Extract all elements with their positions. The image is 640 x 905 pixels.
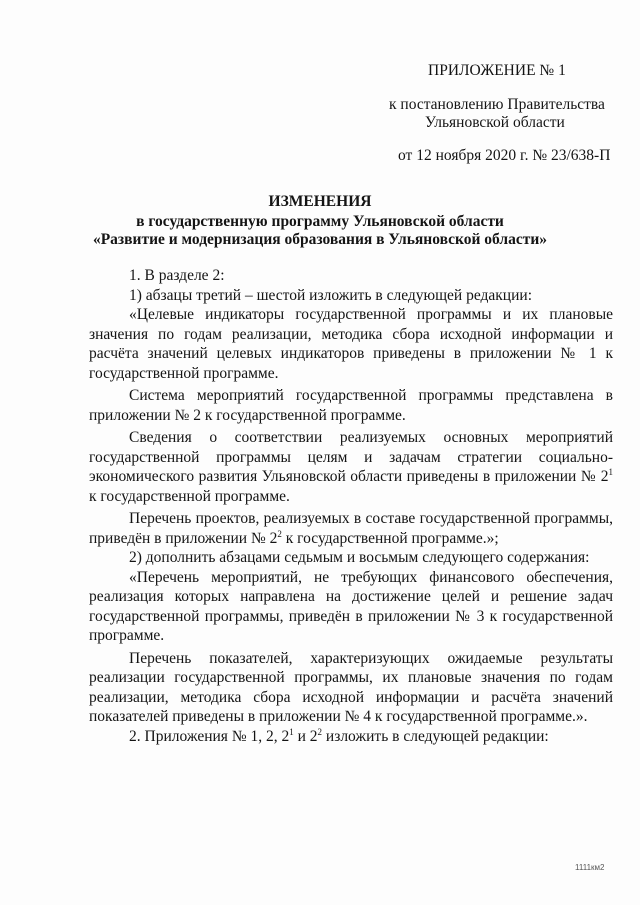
document-subtitle-line1: в государственную программу Ульяновской области	[136, 213, 504, 230]
paragraph-projects-list: Перечень проектов, реализуемых в составе государственной программы, приведён в приложении № $2^2$ к государственной программе.»;	[89, 510, 613, 547]
paragraph-indicators-list: Перечень показателей, характеризующих ожидаемые результаты реализации государственной программы, их плановые значения по годам реализации, методика сбора исходной информации и расчёта значений показателей приведены в приложении № 4 к государственной программе.».	[89, 649, 613, 725]
decree-reference-line1: к постановлению Правительства	[389, 96, 605, 113]
document-body	[89, 266, 613, 746]
paragraph-measures-no-funding: «Перечень мероприятий, не требующих финансового обеспечения, реализация которых направлена на достижение целей и решение задач государственной программы, приведён в приложении № 3 к государственной программе.	[89, 568, 613, 644]
paragraph-item-1: 1) абзацы третий – шестой изложить в следующей редакции:	[129, 286, 532, 304]
decree-reference-line2: Ульяновской области	[425, 114, 565, 131]
page-footer-code: 1111км2	[575, 863, 605, 872]
document-subtitle-line2: «Развитие и модернизация образования в Ульяновской области»	[92, 231, 548, 248]
appendix-heading: ПРИЛОЖЕНИЕ № 1	[428, 62, 566, 79]
paragraph-item-2: 2) дополнить абзацами седьмым и восьмым следующего содержания:	[129, 549, 590, 566]
document-title: ИЗМЕНЕНИЯ	[268, 193, 372, 210]
decree-date-number: от 12 ноября 2020 г. № 23/638-П	[398, 147, 611, 164]
paragraph-system-measures: Система мероприятий государственной программы представлена в приложении № 2 к государственной программе.	[89, 387, 613, 424]
paragraph-target-indicators: «Целевые индикаторы государственной программы и их плановые значения по годам реализации, методика сбора исходной информации и расчёта значений целевых индикаторов приведены в приложении № 1 к государственной программе.	[89, 306, 613, 382]
paragraph-section-2: 1. В разделе 2:	[129, 267, 225, 284]
paragraph-compliance-info: Сведения о соответствии реализуемых основных мероприятий государственной программы целям и задачам стратегии социально-экономического развития Ульяновской области приведены в приложении № $2^1$ к государственной программе.	[89, 429, 613, 505]
paragraph-section-appendices: 2. Приложения № 1, 2, $2^1$ и $2^2$ изложить в следующей редакции:	[129, 726, 549, 745]
